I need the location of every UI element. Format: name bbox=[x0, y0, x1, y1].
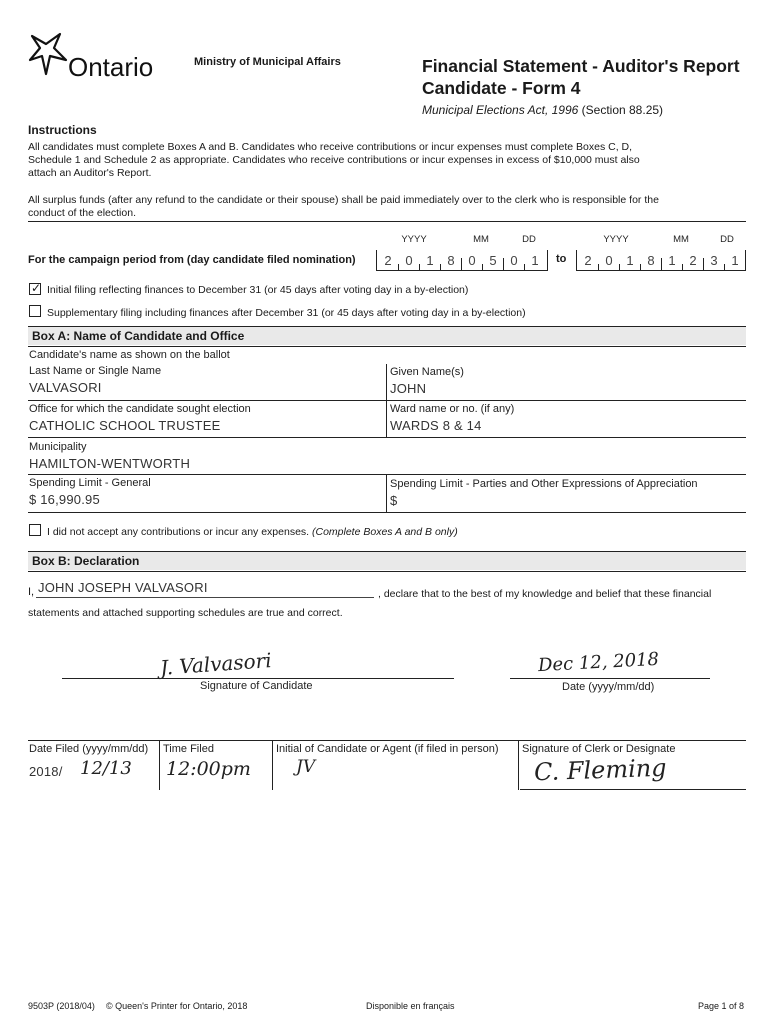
copyright: © Queen's Printer for Ontario, 2018 bbox=[106, 1001, 248, 1011]
date-filed-label: Date Filed (yyyy/mm/dd) bbox=[29, 743, 149, 755]
office-label: Office for which the candidate sought election bbox=[29, 403, 251, 415]
to-digit: 1 bbox=[668, 253, 676, 268]
digit-divider bbox=[440, 264, 441, 270]
last-name-field[interactable]: VALVASORI bbox=[29, 380, 102, 395]
to-mm-header: MM bbox=[673, 234, 689, 245]
digit-divider bbox=[598, 264, 599, 270]
period-to-label: to bbox=[556, 253, 567, 265]
from-digit: 1 bbox=[426, 253, 434, 268]
from-dd-header: DD bbox=[522, 234, 536, 245]
divider bbox=[28, 400, 746, 401]
divider bbox=[28, 571, 746, 572]
declaration-text-2: statements and attached supporting schedules are true and correct. bbox=[28, 607, 343, 619]
municipality-label: Municipality bbox=[29, 441, 87, 453]
act-name: Municipal Elections Act, 1996 bbox=[422, 103, 579, 117]
digit-divider bbox=[619, 264, 620, 270]
to-digit: 2 bbox=[584, 253, 592, 268]
municipality-field[interactable]: HAMILTON-WENTWORTH bbox=[29, 456, 191, 471]
given-names-field[interactable]: JOHN bbox=[390, 381, 427, 396]
from-yyyy-header: YYYY bbox=[401, 234, 427, 245]
time-filed-field[interactable]: 12:00pm bbox=[166, 758, 251, 780]
spending-limit-parties-label: Spending Limit - Parties and Other Expressions of Appreciation bbox=[390, 478, 698, 490]
date-line bbox=[510, 678, 710, 679]
clerk-signature-field[interactable]: C. Fleming bbox=[533, 753, 668, 787]
initial-filing-label: Initial filing reflecting finances to December 31 (or 45 days after voting day in a by-election) bbox=[47, 284, 469, 296]
from-digit: 2 bbox=[384, 253, 392, 268]
from-mm-header: MM bbox=[473, 234, 489, 245]
campaign-period-label: For the campaign period from (day candidate filed nomination) bbox=[28, 254, 356, 266]
ministry-name: Ministry of Municipal Affairs bbox=[194, 56, 341, 68]
signature-of-candidate-label: Signature of Candidate bbox=[200, 680, 313, 692]
to-digit: 1 bbox=[626, 253, 634, 268]
declaration-date-field[interactable]: Dec 12, 2018 bbox=[537, 648, 660, 677]
candidate-initial-field[interactable]: JV bbox=[296, 757, 316, 777]
to-digit: 1 bbox=[731, 253, 739, 268]
form-title-line1: Financial Statement - Auditor's Report bbox=[422, 56, 740, 76]
to-digit: 0 bbox=[605, 253, 613, 268]
ballot-name-note: Candidate's name as shown on the ballot bbox=[29, 349, 230, 361]
form-title-line2: Candidate - Form 4 bbox=[422, 78, 581, 98]
column-divider bbox=[518, 740, 519, 790]
instructions-heading: Instructions bbox=[28, 123, 97, 137]
to-digit: 3 bbox=[710, 253, 718, 268]
from-digit: 0 bbox=[405, 253, 413, 268]
given-names-label: Given Name(s) bbox=[390, 366, 464, 378]
supplementary-filing-label: Supplementary filing including finances after December 31 (or 45 days after voting day in a by-election) bbox=[47, 307, 526, 319]
from-digit: 8 bbox=[447, 253, 455, 268]
from-digit: 1 bbox=[531, 253, 539, 268]
act-section: (Section 88.25) bbox=[581, 103, 664, 117]
instructions-line: conduct of the election. bbox=[28, 207, 136, 219]
spending-limit-general-field[interactable]: $ 16,990.95 bbox=[29, 492, 100, 507]
digit-divider bbox=[524, 264, 525, 270]
supplementary-filing-checkbox[interactable] bbox=[29, 305, 41, 317]
instructions-paragraph-1 bbox=[28, 141, 640, 180]
divider bbox=[28, 346, 746, 347]
date-filed-printed: 2018/ bbox=[29, 764, 63, 779]
no-contributions-checkbox[interactable] bbox=[29, 524, 41, 536]
to-date-field[interactable] bbox=[576, 250, 746, 271]
from-date-field[interactable] bbox=[376, 250, 548, 271]
digit-divider bbox=[640, 264, 641, 270]
logo-wordmark: Ontario bbox=[68, 52, 154, 82]
ward-label: Ward name or no. (if any) bbox=[390, 403, 515, 415]
last-name-label: Last Name or Single Name bbox=[29, 365, 162, 377]
digit-divider bbox=[661, 258, 662, 270]
office-field[interactable]: CATHOLIC SCHOOL TRUSTEE bbox=[29, 418, 221, 433]
form-code: 9503P (2018/04) bbox=[28, 1001, 95, 1011]
declaration-date-label: Date (yyyy/mm/dd) bbox=[562, 681, 655, 693]
box-b-heading: Box B: Declaration bbox=[28, 551, 746, 570]
declaration-text: , declare that to the best of my knowledge and belief that these financial bbox=[378, 588, 712, 600]
digit-divider bbox=[724, 264, 725, 270]
page-number: Page 1 of 8 bbox=[698, 1001, 745, 1011]
digit-divider bbox=[461, 258, 462, 270]
divider bbox=[28, 474, 746, 475]
divider bbox=[28, 740, 746, 741]
no-contributions-note: (Complete Boxes A and B only) bbox=[312, 526, 458, 538]
instructions-line: All surplus funds (after any refund to the candidate or their spouse) shall be paid immediately over to the clerk who is responsible for the bbox=[28, 194, 659, 206]
divider bbox=[28, 437, 746, 438]
to-digit: 2 bbox=[689, 253, 697, 268]
from-digit: 0 bbox=[510, 253, 518, 268]
initial-filing-checkbox[interactable] bbox=[29, 283, 41, 295]
candidate-initial-label: Initial of Candidate or Agent (if filed in person) bbox=[276, 743, 499, 755]
digit-divider bbox=[682, 264, 683, 270]
digit-divider bbox=[419, 264, 420, 270]
form-title bbox=[422, 55, 752, 117]
trillium-icon bbox=[26, 30, 70, 78]
spending-limit-general-label: Spending Limit - General bbox=[29, 477, 151, 489]
column-divider bbox=[386, 364, 387, 438]
digit-divider bbox=[482, 264, 483, 270]
box-a-heading: Box A: Name of Candidate and Office bbox=[28, 326, 746, 345]
clerk-signature-line bbox=[520, 789, 746, 790]
from-digit: 0 bbox=[468, 253, 476, 268]
divider bbox=[28, 221, 746, 222]
digit-divider bbox=[398, 264, 399, 270]
no-contributions-label bbox=[47, 526, 458, 538]
instructions-line: Schedule 1 and Schedule 2 as appropriate. Candidates who receive contributions or incur expenses in excess of $10,000 must also bbox=[28, 154, 640, 166]
spending-limit-parties-field[interactable]: $ bbox=[390, 493, 398, 508]
to-dd-header: DD bbox=[720, 234, 734, 245]
time-filed-label: Time Filed bbox=[163, 743, 214, 755]
declarant-name-field[interactable]: JOHN JOSEPH VALVASORI bbox=[38, 580, 208, 595]
instructions-paragraph-2 bbox=[28, 194, 659, 220]
column-divider bbox=[159, 740, 160, 790]
candidate-signature[interactable]: J. Valvasori bbox=[159, 648, 273, 680]
to-yyyy-header: YYYY bbox=[603, 234, 629, 245]
instructions-line: All candidates must complete Boxes A and B. Candidates who receive contributions or incur expenses must complete Boxes C, D, bbox=[28, 141, 633, 153]
date-filed-field[interactable]: 12/13 bbox=[80, 758, 132, 779]
column-divider bbox=[386, 474, 387, 512]
divider bbox=[28, 512, 746, 513]
digit-divider bbox=[503, 258, 504, 270]
no-contributions-text: I did not accept any contributions or incur any expenses. bbox=[47, 526, 310, 538]
digit-divider bbox=[703, 258, 704, 270]
check-mark-icon: ✓ bbox=[31, 281, 42, 295]
declarant-underline bbox=[36, 597, 374, 598]
declaration-prefix: I, bbox=[28, 586, 35, 598]
act-reference bbox=[422, 103, 752, 117]
ontario-logo bbox=[26, 30, 176, 88]
ward-field[interactable]: WARDS 8 & 14 bbox=[390, 418, 482, 433]
signature-line bbox=[62, 678, 454, 679]
column-divider bbox=[272, 740, 273, 790]
clerk-signature-label: Signature of Clerk or Designate bbox=[522, 743, 676, 755]
instructions-line: attach an Auditor's Report. bbox=[28, 167, 152, 179]
to-digit: 8 bbox=[647, 253, 655, 268]
french-availability: Disponible en français bbox=[366, 1001, 455, 1011]
from-digit: 5 bbox=[489, 253, 497, 268]
